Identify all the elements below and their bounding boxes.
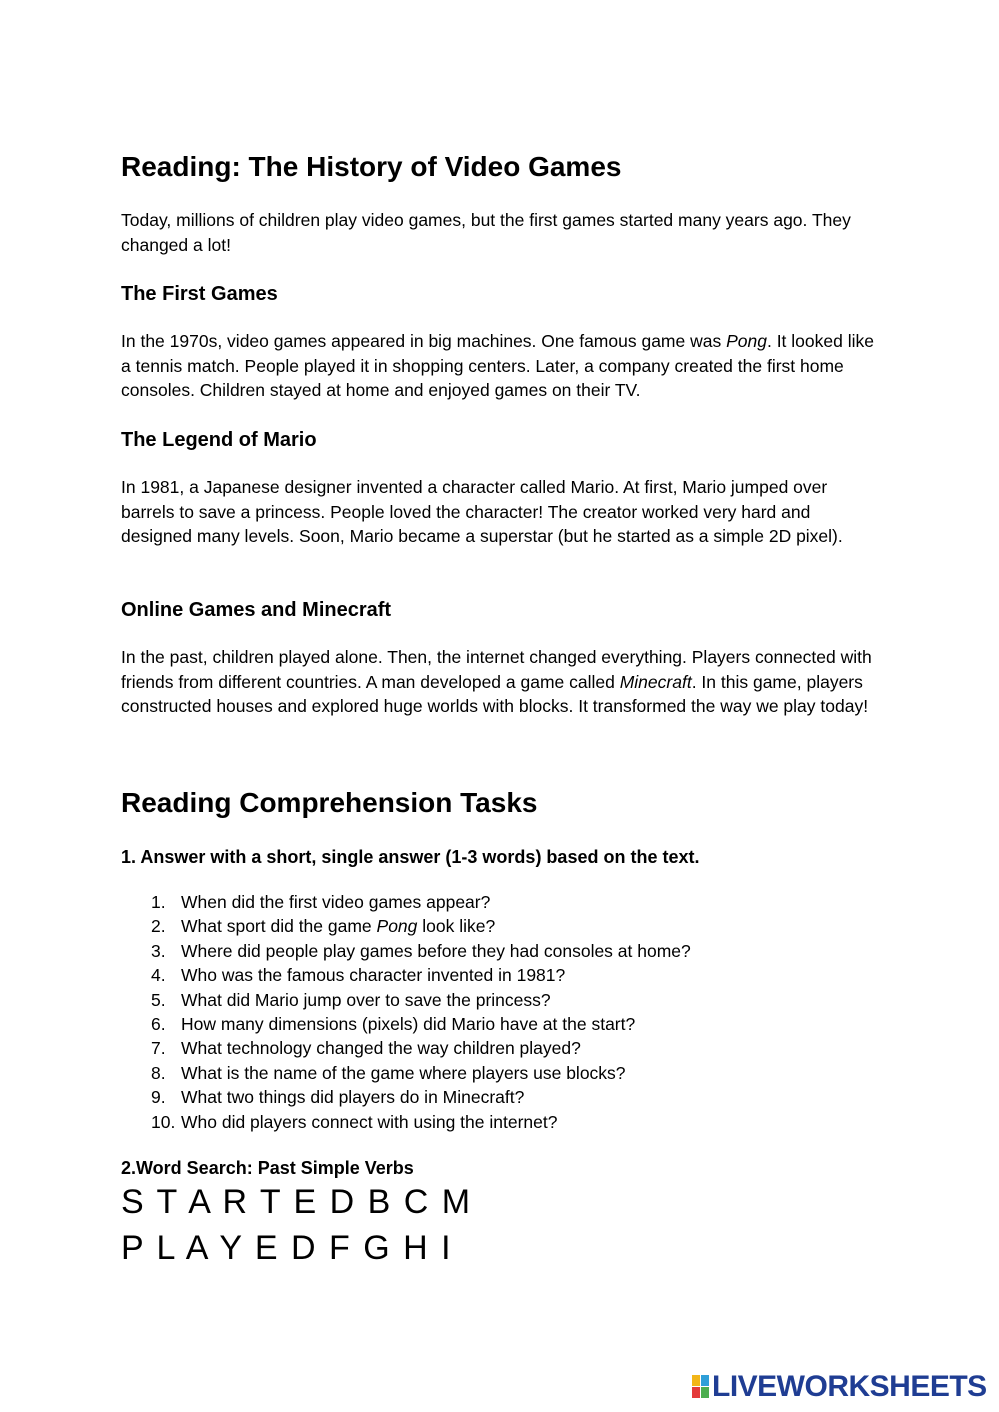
list-item: 10. Who did players connect with using the internet? <box>151 1111 558 1132</box>
section-heading-first-games: The First Games <box>121 283 278 305</box>
section-text-first-games: In the 1970s, video games appeared in big machines. One famous game was Pong. It looked like a tennis match. People played it in shopping centers. Later, a company created the first home consoles. Children stayed at home and enjoyed games on their TV. <box>121 331 874 400</box>
tasks-title: Reading Comprehension Tasks <box>121 787 538 818</box>
section-text-minecraft: In the past, children played alone. Then, the internet changed everything. Players connected with friends from different countries. A man developed a game called Minecraft. In this game, players constructed houses and explored huge worlds with blocks. It transformed the way we play today! <box>121 647 872 716</box>
list-item: 3. Where did people play games before they had consoles at home? <box>151 940 691 961</box>
list-item: 8. What is the name of the game where players use blocks? <box>151 1062 626 1083</box>
logo-text: LIVEWORKSHEETS <box>712 1370 987 1403</box>
list-item: 2. What sport did the game Pong look like? <box>151 916 496 937</box>
liveworksheets-logo-icon <box>692 1375 710 1399</box>
intro-paragraph: Today, millions of children play video games, but the first games started many years ago. They changed a lot! <box>121 210 851 255</box>
page-title: Reading: The History of Video Games <box>121 151 622 182</box>
word-search-row: P L A Y E D F G H I <box>121 1229 453 1267</box>
section-heading-minecraft: Online Games and Minecraft <box>121 599 392 621</box>
task2-title: 2.Word Search: Past Simple Verbs <box>121 1158 414 1178</box>
section-text-mario: In 1981, a Japanese designer invented a character called Mario. At first, Mario jumped over barrels to save a princess. People loved the character! The creator worked very hard and designed many levels. Soon, Mario became a superstar (but he started as a simple 2D pixel). <box>121 477 843 546</box>
liveworksheets-logo <box>692 1372 987 1402</box>
list-item: 9. What two things did players do in Minecraft? <box>151 1087 525 1108</box>
list-item: 5. What did Mario jump over to save the princess? <box>151 989 551 1010</box>
task1-title: 1. Answer with a short, single answer (1-3 words) based on the text. <box>121 847 700 867</box>
list-item: 4. Who was the famous character invented in 1981? <box>151 965 566 986</box>
list-item: 7. What technology changed the way children played? <box>151 1038 581 1059</box>
list-item: 1. When did the first video games appear? <box>151 892 491 912</box>
word-search-row: S T A R T E D B C M <box>121 1183 473 1221</box>
questions-list <box>121 890 691 1134</box>
section-heading-mario: The Legend of Mario <box>121 429 317 451</box>
list-item: 6. How many dimensions (pixels) did Mario have at the start? <box>151 1014 636 1035</box>
